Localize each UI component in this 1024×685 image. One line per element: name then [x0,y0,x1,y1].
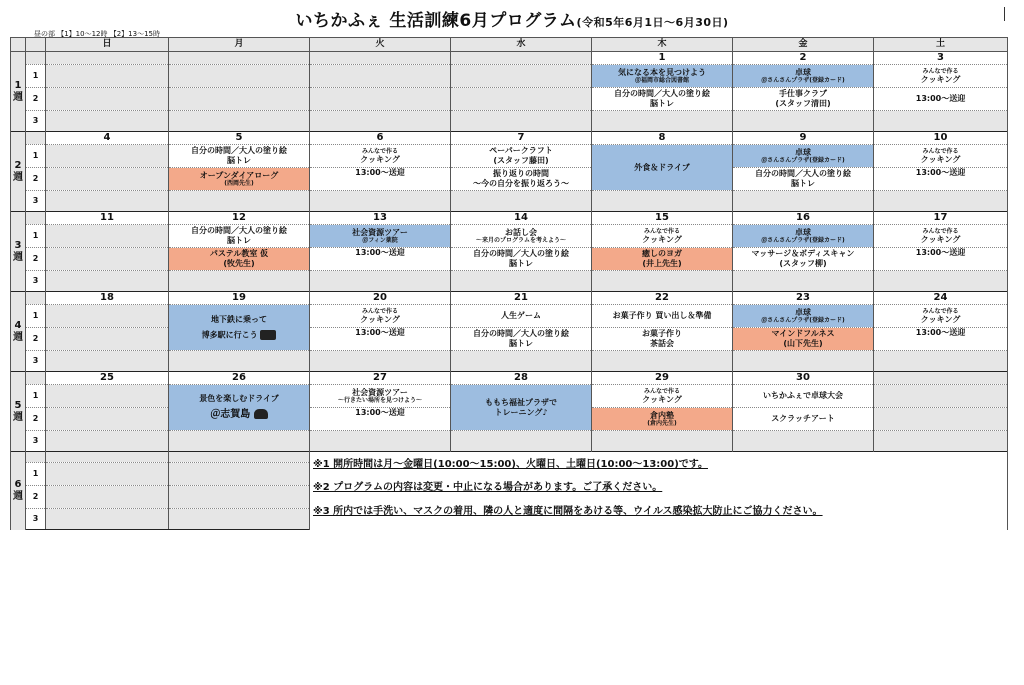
day-tue: 火 [310,38,451,52]
note-3: ※3 所内では手洗い、マスクの着用、隣の人と適度に間隔をあける等、ウイルス感染拡大防止にご協力ください。 [313,506,823,517]
blank-cell [733,351,874,372]
slot-row [11,168,1008,191]
blank-cell [169,452,310,463]
slot-label: 1 [26,305,46,328]
blank-cell [310,111,451,132]
program-title: みんなで作る [361,147,398,155]
date-cell: 20 [310,292,451,305]
blank-cell [733,431,874,452]
date-cell: 8 [592,132,733,145]
date-cell: 24 [874,292,1008,305]
blank-cell [733,271,874,292]
program-detail: (スタッフ柳) [779,259,827,268]
date-cell: 4 [46,132,169,145]
program-detail: 脳トレ [650,99,674,108]
program-cell [592,225,733,248]
program-title: 気になる本を見つけよう [618,67,706,77]
blank-cell [26,212,46,225]
blank-cell [26,132,46,145]
program-cell: 13:00～送迎 [310,168,451,191]
blank-cell [451,431,592,452]
program-title: 自分の時間／大人の塗り絵 [191,226,287,236]
blank-cell [46,271,169,292]
blank-cell [169,111,310,132]
title-sub: (令和5年6月1日～6月30日) [576,16,729,29]
program-title: お話し会 [505,227,537,237]
slot-row [11,225,1008,248]
blank-cell [26,452,46,463]
blank-cell [451,351,592,372]
blank-cell [310,88,451,111]
program-detail: ＠さんさんプラザ(登録カード) [761,77,845,85]
program-cell: いちかふぇで卓球大会 [733,385,874,408]
program-title: 自分の時間／大人の塗り絵 [473,329,569,339]
blank-cell [46,408,169,431]
program-title: パステル教室 仮 [209,249,269,259]
program-detail: 脳トレ [227,156,251,165]
date-cell: 1 [592,52,733,65]
program-title: マインドフルネス [771,329,835,339]
date-row [11,132,1008,145]
program-detail: ＠さんさんプラザ(登録カード) [761,157,845,165]
program-title: 自分の時間／大人の塗り絵 [614,89,710,99]
blank-cell [169,509,310,530]
program-detail: 茶話会 [650,339,674,348]
program-detail: (山下先生) [783,339,823,348]
blank-cell [46,248,169,271]
date-cell: 25 [46,372,169,385]
date-row [11,372,1008,385]
blank-cell [592,271,733,292]
date-row [11,52,1008,65]
week-label: 3週 [11,212,26,292]
program-detail: クッキング [920,314,961,324]
program-detail [169,330,309,340]
day-header-row [11,38,1008,52]
program-cell [733,65,874,88]
program-detail: クッキング [360,314,400,324]
program-detail [169,409,309,421]
blank-cell [310,52,451,65]
slot-row [11,248,1008,271]
program-cell [874,225,1008,248]
blank-cell [451,52,592,65]
blank-cell [874,408,1008,431]
date-cell: 14 [451,212,592,225]
program-title: 癒しのヨガ [642,249,682,259]
blank-cell [46,463,169,486]
slot-row [11,431,1008,452]
date-cell: 27 [310,372,451,385]
program-cell: 13:00～送迎 [310,408,451,431]
slot-label: 2 [26,248,46,271]
notes-block [310,452,1008,530]
schedule-table [10,37,1008,530]
date-cell: 12 [169,212,310,225]
blank-cell [46,351,169,372]
slot-label: 2 [26,408,46,431]
program-title: 卓球 [795,307,811,317]
program-title: オープンダイアローグ [199,170,279,180]
program-cell [592,88,733,111]
program-title: 卓球 [795,67,811,77]
program-detail: ～今の自分を振り返ろう～ [473,179,569,188]
program-cell [874,65,1008,88]
date-cell: 13 [310,212,451,225]
program-detail: クッキング [360,154,400,164]
date-cell: 6 [310,132,451,145]
blank-cell [46,65,169,88]
program-detail: (倉内先生) [647,420,677,428]
blank-cell [874,351,1008,372]
program-cell [451,385,592,431]
program-detail: クッキング [920,154,961,164]
program-cell [451,145,592,168]
program-cell [733,328,874,351]
program-title: 倉内塾 [650,410,674,420]
slot-label: 3 [26,191,46,212]
program-detail-text: ＠志賀島 [210,409,251,421]
program-cell [874,305,1008,328]
slot-label: 1 [26,385,46,408]
note-2: ※2 プログラムの内容は変更・中止になる場合があります。ご了承ください。 [313,482,663,493]
date-row [11,452,1008,463]
program-title: 13:00～送迎 [915,94,966,104]
slot-row [11,305,1008,328]
blank-cell [169,351,310,372]
blank-cell [874,111,1008,132]
program-detail: (牧先生) [223,259,255,268]
blank-cell [169,52,310,65]
blank-cell [592,351,733,372]
program-cell: 13:00～送迎 [874,248,1008,271]
blank-cell [46,52,169,65]
slot-row [11,65,1008,88]
date-cell: 21 [451,292,592,305]
blank-cell [169,271,310,292]
date-cell: 15 [592,212,733,225]
subway-icon [260,330,276,340]
date-cell: 3 [874,52,1008,65]
slot-label: 3 [26,351,46,372]
program-cell [310,145,451,168]
slot-label: 1 [26,463,46,486]
program-cell [169,305,310,351]
week-label: 6週 [11,452,26,530]
program-detail: ～来月のプログラムを考えよう～ [476,237,566,245]
slot-label: 3 [26,111,46,132]
program-title: みんなで作る [643,387,680,395]
week-label: 1週 [11,52,26,132]
blank-cell [451,88,592,111]
blank-cell [310,65,451,88]
program-cell: 13:00～送迎 [310,248,451,271]
slot-label: 3 [26,509,46,530]
slot-row [11,88,1008,111]
program-detail: (スタッフ清田) [775,99,831,108]
slot-label: 2 [26,486,46,509]
program-title: みんなで作る [922,227,959,235]
car-icon [254,409,268,419]
program-cell [733,168,874,191]
blank-cell [733,191,874,212]
program-cell [733,305,874,328]
program-detail: クッキング [642,234,682,244]
slot-label: 3 [26,431,46,452]
program-detail: トレーニング♪ [494,407,548,417]
slot-row [11,328,1008,351]
blank-cell [46,385,169,408]
program-cell [310,225,451,248]
program-title: 自分の時間／大人の塗り絵 [473,249,569,259]
program-detail: 脳トレ [227,236,251,245]
program-title: 卓球 [795,227,811,237]
blank-cell [46,88,169,111]
program-title: 振り返りの時間 [493,169,549,179]
blank-cell [451,65,592,88]
blank-cell [169,463,310,486]
blank-cell [310,431,451,452]
week-label: 5週 [11,372,26,452]
day-mon: 月 [169,38,310,52]
slot-label: 1 [26,65,46,88]
program-cell: スクラッチアート [733,408,874,431]
blank-cell [874,271,1008,292]
date-row [11,292,1008,305]
blank-cell [46,452,169,463]
date-cell: 22 [592,292,733,305]
slot-row [11,351,1008,372]
blank-cell [26,52,46,65]
program-cell [451,248,592,271]
date-cell: 28 [451,372,592,385]
blank-cell [874,372,1008,385]
program-cell [451,168,592,191]
header-corner [26,38,46,52]
day-thu: 木 [592,38,733,52]
program-title: 自分の時間／大人の塗り絵 [755,169,851,179]
program-cell [451,225,592,248]
program-detail-text: 博多駅に行こう [201,330,258,340]
date-cell: 9 [733,132,874,145]
slot-row [11,111,1008,132]
blank-cell [169,65,310,88]
date-cell: 7 [451,132,592,145]
day-wed: 水 [451,38,592,52]
date-cell: 26 [169,372,310,385]
session-note: 昼の部 【1】10～12時 【2】13～15時 [34,30,160,38]
blank-cell [169,431,310,452]
program-title: みんなで作る [922,67,959,75]
blank-cell [169,486,310,509]
program-detail: ～行きたい場所を見つけよう～ [337,397,422,405]
program-cell [451,328,592,351]
blank-cell [874,385,1008,408]
program-title: ペーパークラフト [489,146,553,156]
program-detail: ＠福岡市総合図書館 [634,77,689,85]
week-label: 4週 [11,292,26,372]
program-cell [592,248,733,271]
program-detail: (西岡先生) [224,180,254,188]
program-detail: ＠フィン薬院 [362,237,398,245]
program-cell: 13:00～送迎 [874,328,1008,351]
program-detail: 脳トレ [791,179,815,188]
program-cell [733,225,874,248]
program-title: 景色を楽しむドライブ [199,393,279,403]
blank-cell [310,191,451,212]
date-cell: 18 [46,292,169,305]
blank-cell [592,191,733,212]
program-detail: クッキング [920,234,961,244]
program-title: お菓子作り [642,329,682,339]
program-title: 地下鉄に乗って [211,314,267,324]
blank-cell [46,328,169,351]
program-cell: 13:00～送迎 [310,328,451,351]
date-cell: 30 [733,372,874,385]
program-cell [592,65,733,88]
program-detail: クッキング [920,74,961,84]
header-corner [11,38,26,52]
blank-cell [451,271,592,292]
blank-cell [46,145,169,168]
blank-cell [733,111,874,132]
program-cell: 人生ゲーム [451,305,592,328]
slot-label: 1 [26,225,46,248]
program-title: 社会資源ツアー [352,387,408,397]
blank-cell [874,431,1008,452]
divider [1004,7,1005,21]
blank-cell [26,292,46,305]
date-cell: 10 [874,132,1008,145]
blank-cell [46,509,169,530]
program-cell [169,248,310,271]
slot-row [11,191,1008,212]
date-cell: 2 [733,52,874,65]
date-cell: 17 [874,212,1008,225]
day-sun: 日 [46,38,169,52]
blank-cell [46,168,169,191]
day-sat: 土 [874,38,1008,52]
date-cell: 19 [169,292,310,305]
date-cell: 11 [46,212,169,225]
day-fri: 金 [733,38,874,52]
page-title [0,6,1024,31]
program-title: みんなで作る [922,307,959,315]
note-1: ※1 開所時間は月～金曜日(10:00～15:00)、火曜日、土曜日(10:00～13:00)です。 [313,459,708,470]
date-row [11,212,1008,225]
program-detail: (スタッフ藤田) [493,156,549,165]
slot-label: 1 [26,145,46,168]
program-cell [733,145,874,168]
program-title: 手仕事クラブ [779,89,827,99]
program-cell [733,248,874,271]
program-cell [874,88,1008,111]
program-title: マッサージ＆ボディスキャン [751,249,855,259]
date-cell: 29 [592,372,733,385]
blank-cell [451,191,592,212]
slot-label: 2 [26,328,46,351]
program-cell: お菓子作り 買い出し＆準備 [592,305,733,328]
program-detail: 脳トレ [509,339,533,348]
blank-cell [46,486,169,509]
slot-row [11,145,1008,168]
program-title: みんなで作る [643,227,680,235]
program-detail: クッキング [642,394,682,404]
program-cell [874,145,1008,168]
program-cell [169,385,310,431]
blank-cell [310,271,451,292]
program-title: ももち福祉プラザで [485,397,557,407]
blank-cell [26,372,46,385]
week-label: 2週 [11,132,26,212]
program-detail: (井上先生) [642,259,682,268]
date-cell: 23 [733,292,874,305]
program-cell [169,145,310,168]
blank-cell [46,431,169,452]
title-main: いちかふぇ 生活訓練6月プログラム [295,11,577,31]
blank-cell [169,191,310,212]
program-title: みんなで作る [361,307,398,315]
blank-cell [46,225,169,248]
blank-cell [46,111,169,132]
slot-label: 2 [26,88,46,111]
blank-cell [46,305,169,328]
program-title: 自分の時間／大人の塗り絵 [191,146,287,156]
blank-cell [592,111,733,132]
program-cell [592,408,733,431]
program-title: 卓球 [795,147,811,157]
program-detail: ＠さんさんプラザ(登録カード) [761,237,845,245]
blank-cell [46,191,169,212]
program-title: 社会資源ツアー [352,227,408,237]
blank-cell [874,191,1008,212]
program-title: みんなで作る [922,147,959,155]
date-cell: 16 [733,212,874,225]
slot-label: 2 [26,168,46,191]
blank-cell [592,431,733,452]
program-cell: 13:00～送迎 [874,168,1008,191]
program-cell [592,328,733,351]
slot-label: 3 [26,271,46,292]
program-detail: ＠さんさんプラザ(登録カード) [761,317,845,325]
program-cell [592,385,733,408]
program-cell [169,225,310,248]
program-cell [310,385,451,408]
program-cell: 外食＆ドライブ [592,145,733,191]
program-cell [733,88,874,111]
blank-cell [451,111,592,132]
slot-row [11,271,1008,292]
date-cell: 5 [169,132,310,145]
slot-row [11,385,1008,408]
blank-cell [310,351,451,372]
program-detail: 脳トレ [509,259,533,268]
program-cell [310,305,451,328]
blank-cell [169,88,310,111]
program-cell [169,168,310,191]
